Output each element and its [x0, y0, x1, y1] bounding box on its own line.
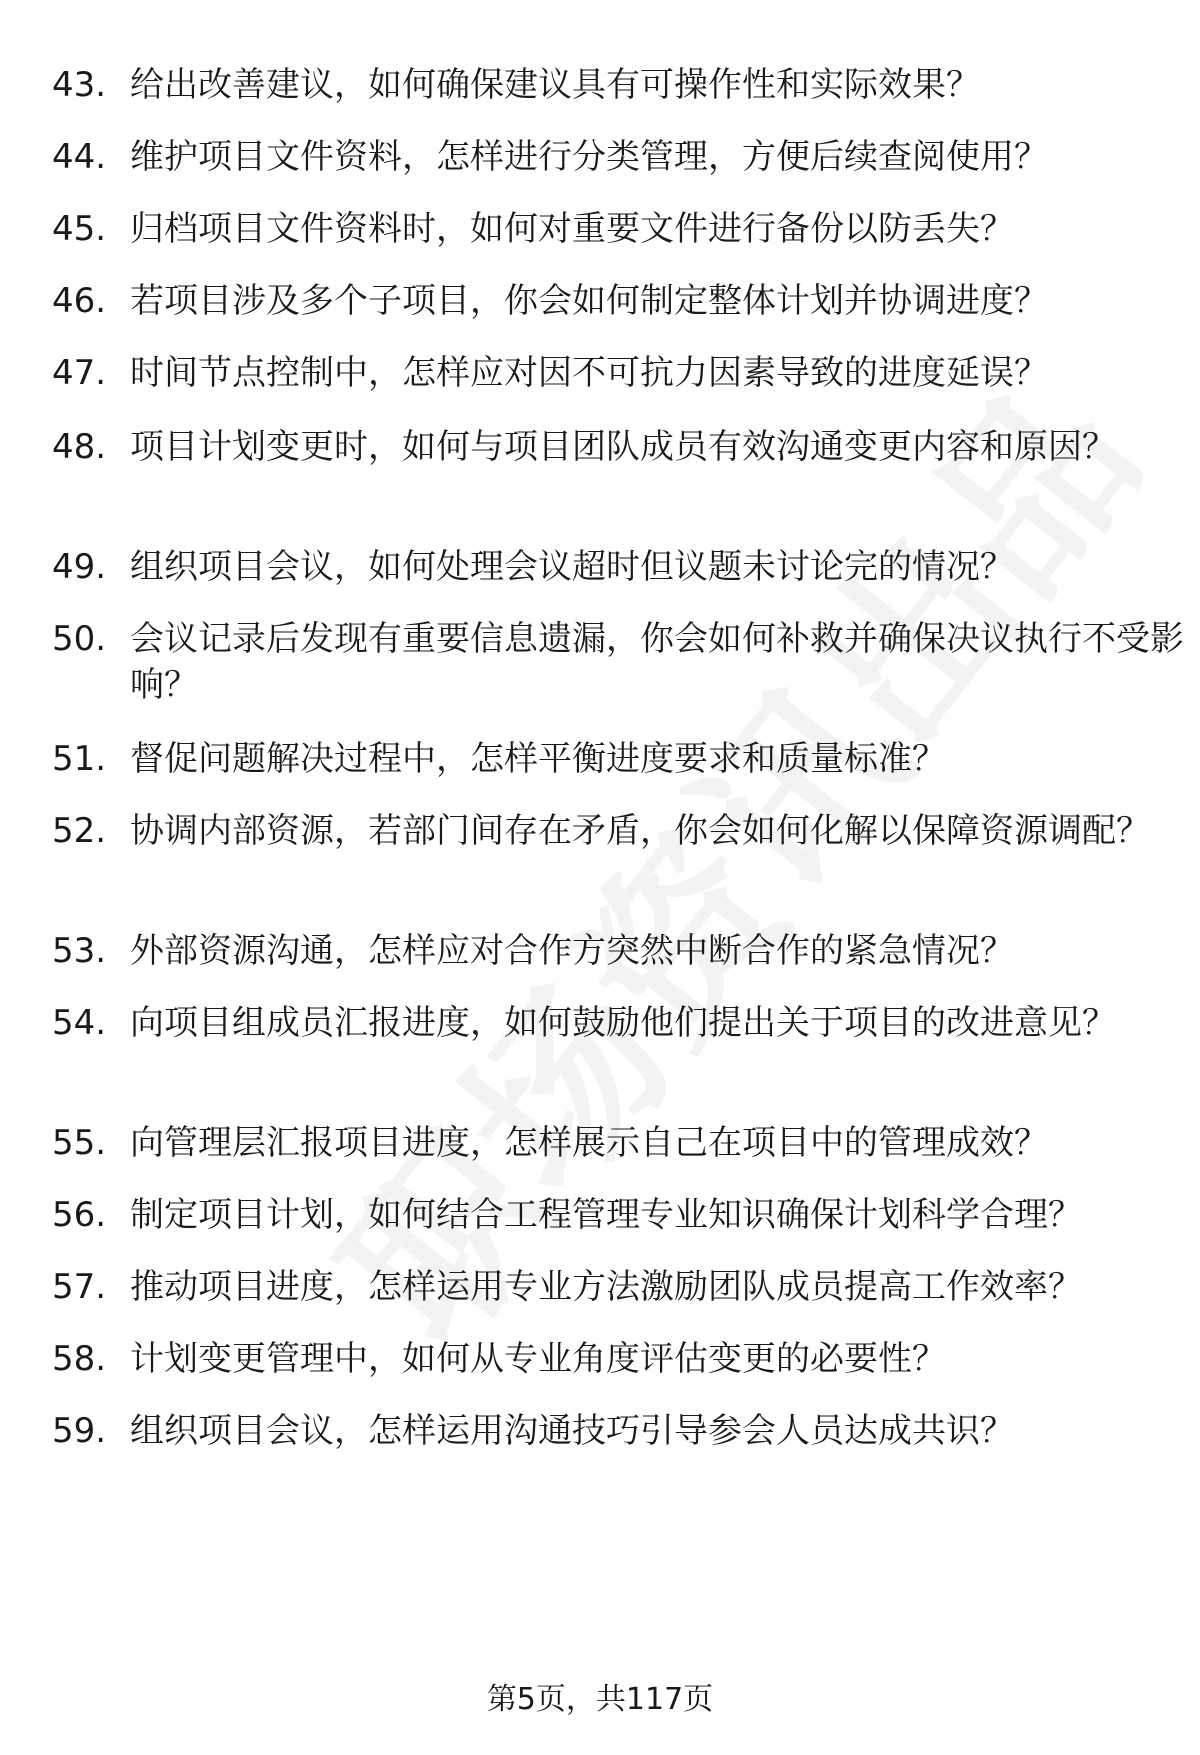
question-number: 56.	[52, 1195, 107, 1235]
question-item	[52, 928, 1152, 974]
question-text: 时间节点控制中，怎样应对因不可抗力因素导致的进度延误？	[130, 353, 1048, 393]
question-text: 向项目组成员汇报进度，如何鼓励他们提出关于项目的改进意见？	[130, 1003, 1116, 1043]
question-text: 组织项目会议，如何处理会议超时但议题未讨论完的情况？	[130, 547, 1014, 587]
question-item	[52, 278, 1152, 324]
question-text: 推动项目进度，怎样运用专业方法激励团队成员提高工作效率？	[130, 1267, 1082, 1307]
question-item	[52, 206, 1152, 252]
page-footer: 第5页，共117页	[486, 1682, 714, 1717]
question-text: 外部资源沟通，怎样应对合作方突然中断合作的紧急情况？	[130, 931, 1014, 971]
question-number: 50.	[52, 619, 107, 659]
question-text: 给出改善建议，如何确保建议具有可操作性和实际效果？	[130, 65, 980, 105]
question-number: 54.	[52, 1003, 107, 1043]
question-text: 制定项目计划，如何结合工程管理专业知识确保计划科学合理？	[130, 1195, 1082, 1235]
question-item	[52, 62, 1152, 108]
question-item	[52, 134, 1152, 180]
question-item	[52, 1192, 1152, 1238]
question-item	[52, 1408, 1152, 1454]
question-text: 计划变更管理中，如何从专业角度评估变更的必要性？	[130, 1339, 946, 1379]
question-item	[52, 544, 1152, 590]
question-item	[52, 424, 1152, 470]
question-number: 59.	[52, 1411, 107, 1451]
question-number: 48.	[52, 427, 107, 467]
question-text: 若项目涉及多个子项目，你会如何制定整体计划并协调进度？	[130, 281, 1048, 321]
question-number: 58.	[52, 1339, 107, 1379]
question-text: 组织项目会议，怎样运用沟通技巧引导参会人员达成共识？	[130, 1411, 1014, 1451]
question-item	[52, 1000, 1152, 1046]
question-text: 项目计划变更时，如何与项目团队成员有效沟通变更内容和原因？	[130, 427, 1116, 467]
question-number: 49.	[52, 547, 107, 587]
question-item	[52, 350, 1152, 396]
question-number: 57.	[52, 1267, 107, 1307]
question-text: 协调内部资源，若部门间存在矛盾，你会如何化解以保障资源调配？	[130, 811, 1150, 851]
question-text: 会议记录后发现有重要信息遗漏，你会如何补救并确保决议执行不受影响？	[130, 619, 1184, 705]
question-number: 45.	[52, 209, 107, 249]
question-text: 向管理层汇报项目进度，怎样展示自己在项目中的管理成效？	[130, 1123, 1048, 1163]
question-number: 53.	[52, 931, 107, 971]
question-number: 47.	[52, 353, 107, 393]
question-text: 归档项目文件资料时，如何对重要文件进行备份以防丢失？	[130, 209, 1014, 249]
question-item	[52, 1120, 1152, 1166]
question-number: 43.	[52, 65, 107, 105]
question-item	[52, 1264, 1152, 1310]
question-number: 55.	[52, 1123, 107, 1163]
question-number: 52.	[52, 811, 107, 851]
question-text: 维护项目文件资料，怎样进行分类管理，方便后续查阅使用？	[130, 137, 1048, 177]
question-item	[52, 736, 1152, 782]
question-item	[52, 616, 1184, 708]
question-item	[52, 808, 1152, 854]
question-number: 46.	[52, 281, 107, 321]
question-text: 督促问题解决过程中，怎样平衡进度要求和质量标准？	[130, 739, 946, 779]
question-number: 51.	[52, 739, 107, 779]
question-item	[52, 1336, 1152, 1382]
question-number: 44.	[52, 137, 107, 177]
watermark	[313, 464, 1086, 1375]
